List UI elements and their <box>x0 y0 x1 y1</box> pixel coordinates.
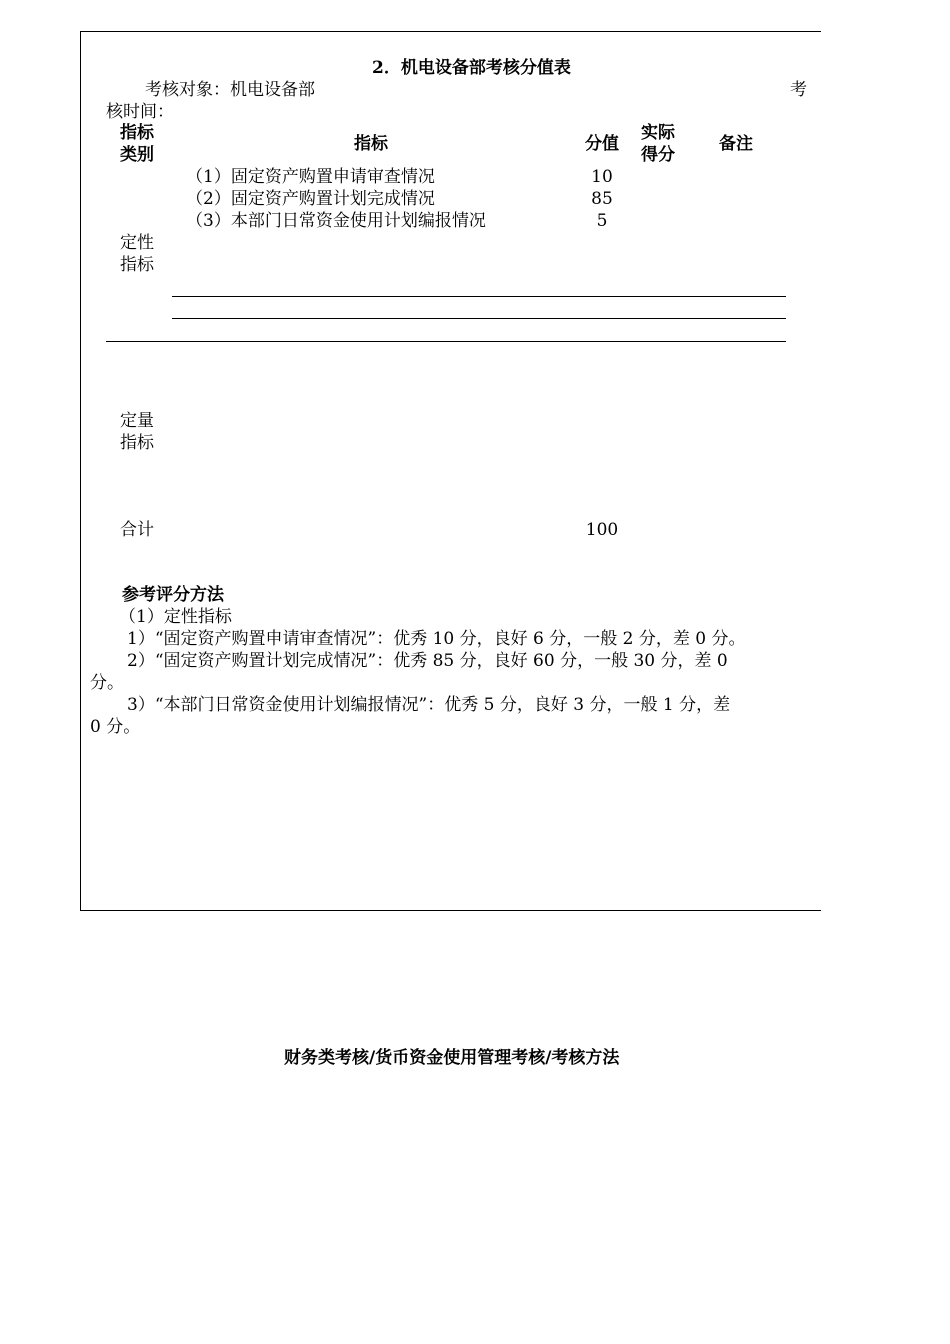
qualitative-row-1-score: 10 <box>591 167 613 187</box>
method-item-1: 1）“固定资产购置申请审查情况”：优秀 10 分，良好 6 分，一般 2 分，差 0 分。 <box>127 629 746 649</box>
frame-left-border <box>80 31 81 911</box>
qualitative-row-2-score: 85 <box>591 189 613 209</box>
header-actual-line2: 得分 <box>641 145 675 165</box>
quantitative-label-line2: 指标 <box>120 433 154 453</box>
page-title: 2．机电设备部考核分值表 <box>372 58 571 78</box>
assessment-time-label-part1: 考 <box>790 80 807 100</box>
method-item-2-line1: 2）“固定资产购置计划完成情况”：优秀 85 分，良好 60 分，一般 30 分，差 0 <box>127 651 728 671</box>
assessment-object: 考核对象：机电设备部 <box>145 80 315 100</box>
table-rule-2 <box>172 318 786 319</box>
header-category-line2: 类别 <box>120 145 154 165</box>
qualitative-row-2-indicator: （2）固定资产购置计划完成情况 <box>186 189 435 209</box>
qualitative-row-1-indicator: （1）固定资产购置申请审查情况 <box>186 167 435 187</box>
method-item-2-line2: 分。 <box>90 673 124 693</box>
qualitative-row-3-indicator: （3）本部门日常资金使用计划编报情况 <box>186 211 486 231</box>
method-sub-heading: （1）定性指标 <box>119 607 232 627</box>
method-item-3-line2: 0 分。 <box>90 717 141 737</box>
total-score: 100 <box>585 520 619 540</box>
total-label: 合计 <box>120 520 154 540</box>
method-heading: 参考评分方法 <box>122 585 224 605</box>
header-category-line1: 指标 <box>120 123 154 143</box>
header-actual-line1: 实际 <box>641 123 675 143</box>
table-rule-3 <box>106 341 786 342</box>
frame-bottom-border <box>80 910 821 911</box>
qualitative-label-line2: 指标 <box>120 255 154 275</box>
header-indicator: 指标 <box>354 134 388 154</box>
header-remark: 备注 <box>719 134 753 154</box>
table-rule-1 <box>172 296 786 297</box>
frame-top-border <box>80 31 821 32</box>
qualitative-row-3-score: 5 <box>596 211 608 231</box>
quantitative-label-line1: 定量 <box>120 411 154 431</box>
header-score: 分值 <box>585 134 619 154</box>
method-item-3-line1: 3）“本部门日常资金使用计划编报情况”：优秀 5 分，良好 3 分，一般 1 分，差 <box>127 695 731 715</box>
footer-breadcrumb: 财务类考核/货币资金使用管理考核/考核方法 <box>284 1048 620 1068</box>
assessment-time-label-part2: 核时间： <box>106 102 174 122</box>
qualitative-label-line1: 定性 <box>120 233 154 253</box>
